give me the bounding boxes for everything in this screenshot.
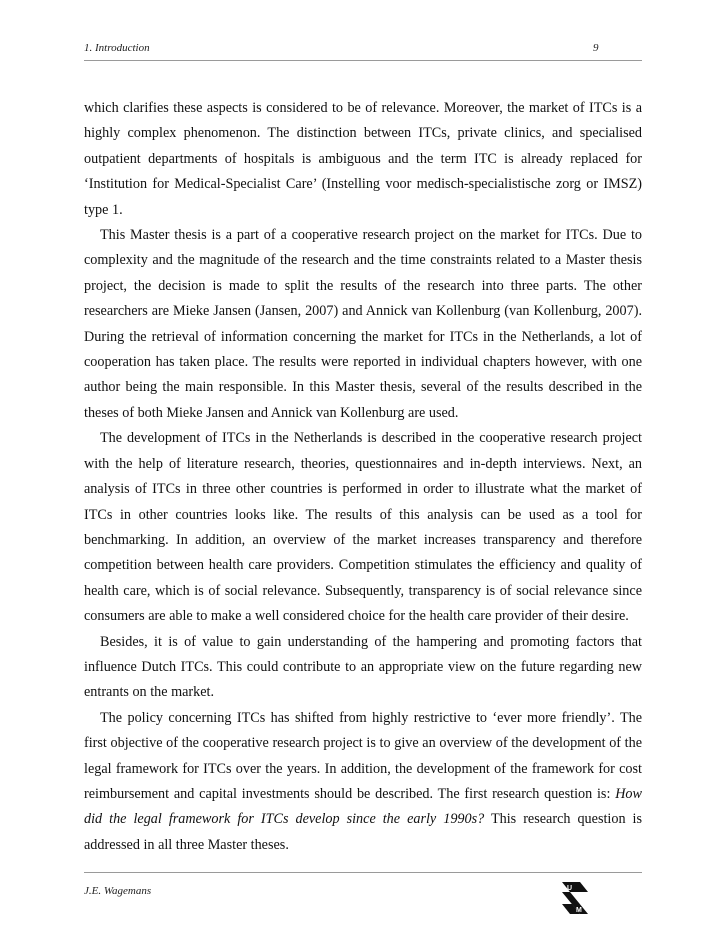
page-header xyxy=(84,42,642,60)
paragraph xyxy=(84,630,642,706)
university-maastricht-logo-icon xyxy=(560,880,590,916)
paragraph-text: The development of ITCs in the Netherlands is described in the cooperative research project with the help of literature research, theories, questionnaires and in-depth interviews. Next, an analysis of ITCs in three other countries is performed in order to illustrate what the market of ITCs in other countries looks like. The results of this analysis can be used as a tool for benchmarking. In addition, an overview of the market increases transparency and therefore competition between health care providers. Competition stimulates the efficiency and quality of health care, which is of social relevance. Subsequently, transparency is of social relevance since consumers are able to make a well considered choice for the health care provider of their desire. xyxy=(84,430,642,625)
footer-divider xyxy=(84,872,642,873)
paragraph xyxy=(84,223,642,426)
paragraph-text: This research question is addressed in all three Master theses. xyxy=(84,811,643,853)
logo-letter-m: M xyxy=(576,907,582,914)
paragraph xyxy=(84,706,642,858)
logo-letter-u: U xyxy=(567,885,573,892)
paragraph-text: The policy concerning ITCs has shifted from highly restrictive to ‘ever more friendly’. The first objective of the cooperative research project is to give an overview of the development of the legal framework for ITCs over the years. In addition, the development of the framework for cost reimbursement and capital investments should be described. The first research question is: xyxy=(84,709,642,802)
body-text xyxy=(84,96,642,858)
paragraph-text: Besides, it is of value to gain understanding of the hampering and promoting factors that influence Dutch ITCs. This could contribute to an appropriate view on the future regarding new entrants on the market. xyxy=(84,633,642,701)
page-number: 9 xyxy=(593,42,599,54)
paragraph xyxy=(84,96,642,223)
paragraph-text: This Master thesis is a part of a cooperative research project on the market for ITCs. Due to complexity and the magnitude of the research and the time constraints related to a Master thesis project, the decision is made to split the results of the research into three parts. The other researchers are Mieke Jansen (Jansen, 2007) and Annick van Kollenburg (van Kollenburg, 2007). During the retrieval of information concerning the market for ITCs in the Netherlands, a lot of cooperation has taken place. The results were reported in individual chapters however, with one author being the main responsible. In this Master thesis, several of the results described in the theses of both Mieke Jansen and Annick van Kollenburg are used. xyxy=(84,227,642,421)
footer-author: J.E. Wagemans xyxy=(84,885,152,897)
paragraph xyxy=(84,426,642,629)
research-question-text: How did the legal framework for ITCs develop since the early 1990s? xyxy=(84,785,642,828)
header-divider xyxy=(84,60,642,61)
chapter-title: 1. Introduction xyxy=(84,42,150,54)
paragraph-text: which clarifies these aspects is considered to be of relevance. Moreover, the market of ITCs is a highly complex phenomenon. The distinction between ITCs, private clinics, and specialised outpatient departments of hospitals is ambiguous and the term ITC is already replaced for ‘Institution for Medical-Specialist Care’ (Instelling voor medisch-specialistische zorg or IMSZ) type 1. xyxy=(84,100,642,218)
